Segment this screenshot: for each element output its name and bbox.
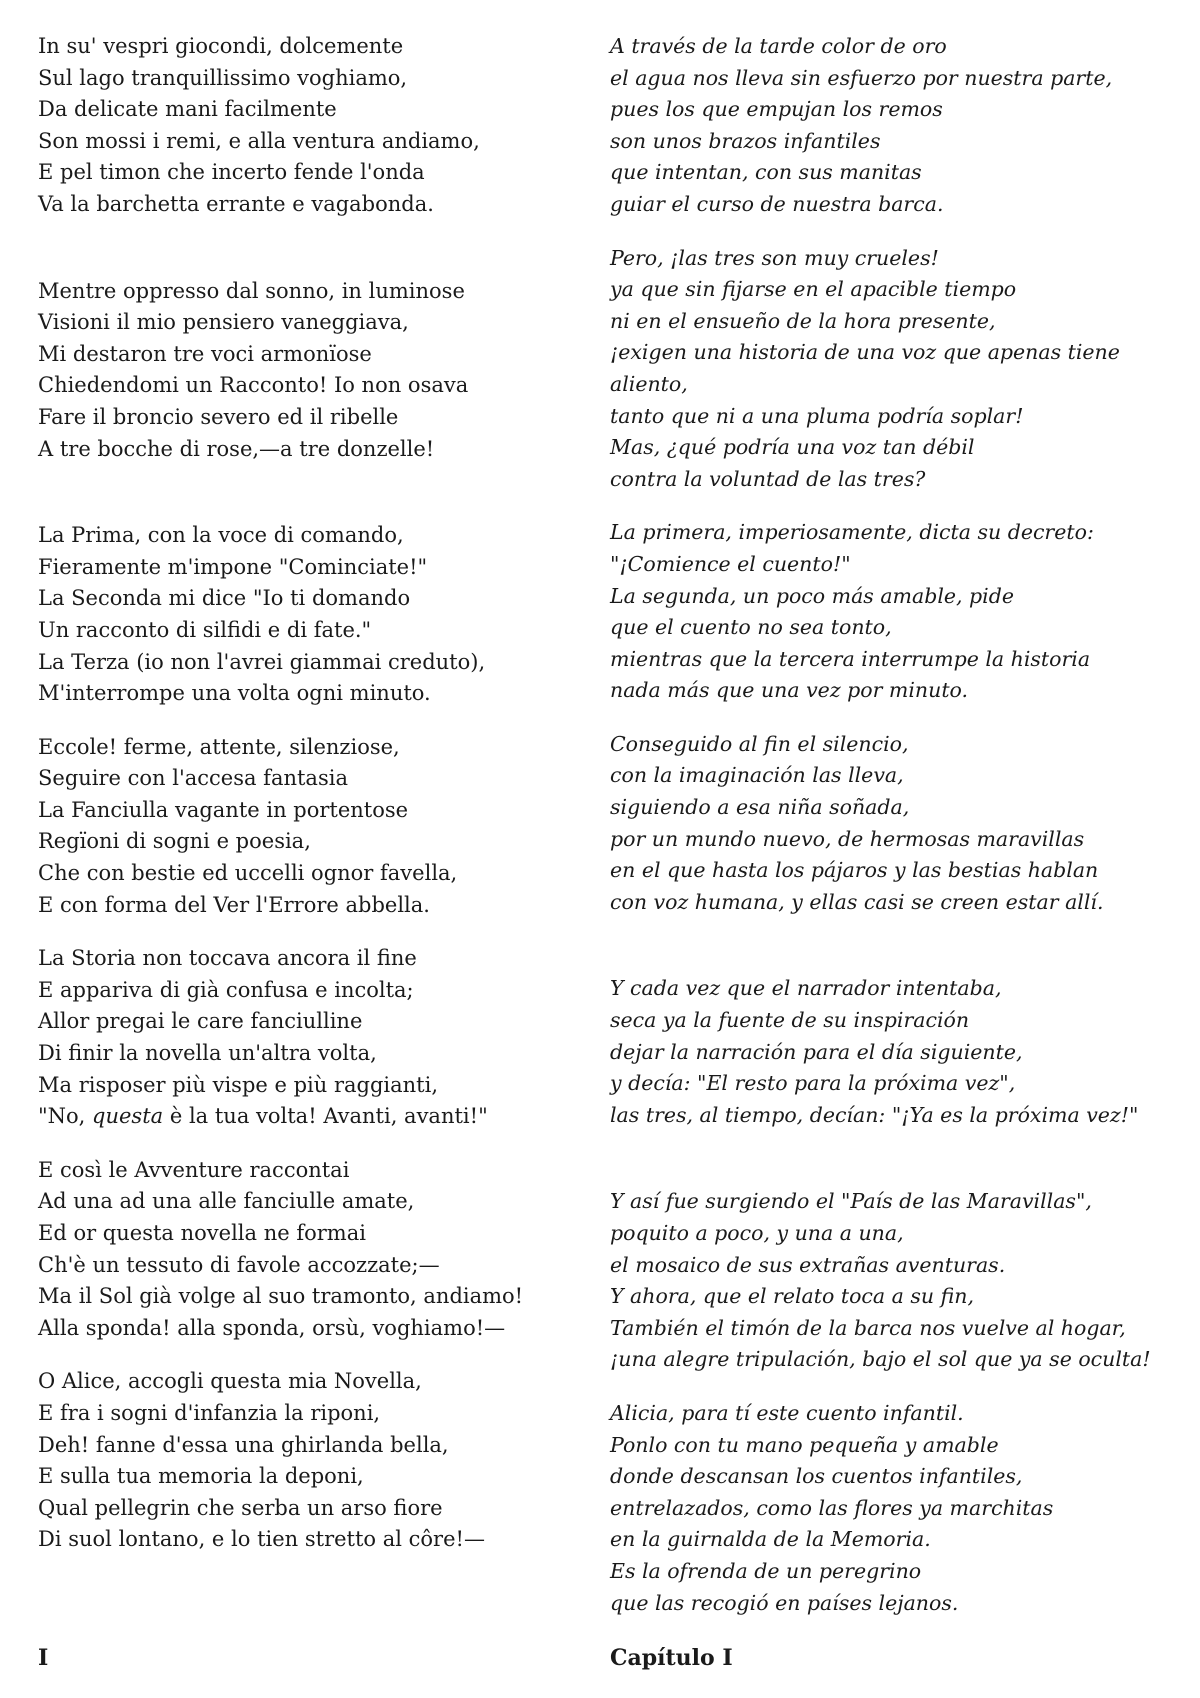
poem-line: Y cada vez que el narrador intentaba, bbox=[610, 976, 1002, 1001]
poem-line: Da delicate mani facilmente bbox=[38, 97, 337, 122]
poem-line: las tres, al tiempo, decían: "¡Ya es la próxima vez!" bbox=[610, 1102, 1139, 1127]
poem-line: Regïoni di sogni e poesia, bbox=[38, 829, 311, 854]
poem-line: que el cuento no sea tonto, bbox=[610, 615, 892, 640]
poem-line: Ma il Sol già volge al suo tramonto, andiamo! bbox=[38, 1284, 524, 1309]
poem-line: dejar la narración para el día siguiente, bbox=[610, 1039, 1023, 1064]
poem-line: Chiedendomi un Racconto! Io non osava bbox=[38, 373, 469, 398]
spanish-poem-column bbox=[610, 31, 1185, 1619]
poem-line: Fieramente m'impone "Cominciate!" bbox=[38, 554, 428, 579]
poem-line: guiar el curso de nuestra barca. bbox=[610, 191, 944, 216]
italian-poem-column bbox=[38, 31, 578, 1556]
stanza bbox=[38, 31, 578, 221]
poem-line: mientras que la tercera interrumpe la historia bbox=[610, 646, 1091, 671]
poem-line: Y así fue surgiendo el "País de las Maravillas", bbox=[610, 1189, 1092, 1214]
poem-line: E appariva di già confusa e incolta; bbox=[38, 977, 414, 1002]
poem-line: con voz humana, y ellas casi se creen estar allí. bbox=[610, 889, 1104, 914]
stanza bbox=[610, 517, 1185, 707]
poem-line: "¡Comience el cuento!" bbox=[610, 551, 851, 576]
stanza bbox=[610, 1398, 1185, 1619]
stanza bbox=[610, 31, 1185, 221]
poem-line: contra la voluntad de las tres? bbox=[610, 466, 926, 491]
poem-line: M'interrompe una volta ogni minuto. bbox=[38, 681, 431, 706]
poem-line: Va la barchetta errante e vagabonda. bbox=[38, 191, 434, 216]
poem-line: Allor pregai le care fanciulline bbox=[38, 1009, 363, 1034]
chapter-heading-spanish: Capítulo I bbox=[610, 1645, 733, 1671]
poem-line: La Seconda mi dice "Io ti domando bbox=[38, 586, 411, 611]
poem-line: Es la ofrenda de un peregrino bbox=[610, 1558, 922, 1583]
poem-line: Di finir la novella un'altra volta, bbox=[38, 1041, 377, 1066]
stanza bbox=[38, 520, 578, 710]
stanza bbox=[38, 1366, 578, 1556]
chapter-heading-italian: I bbox=[38, 1645, 49, 1671]
poem-line: Che con bestie ed uccelli ognor favella, bbox=[38, 861, 458, 886]
poem-line: tanto que ni a una pluma podría soplar! bbox=[610, 403, 1024, 428]
poem-line: seca ya la fuente de su inspiración bbox=[610, 1008, 970, 1033]
poem-line: E così le Avventure raccontai bbox=[38, 1157, 350, 1182]
poem-line: ¡exigen una historia de una voz que apenas tiene aliento, bbox=[610, 340, 1120, 396]
poem-line: que las recogió en países lejanos. bbox=[610, 1590, 959, 1615]
stanza bbox=[38, 276, 578, 466]
poem-line: que intentan, con sus manitas bbox=[610, 160, 922, 185]
poem-line: pues los que empujan los remos bbox=[610, 97, 943, 122]
poem-line: La Prima, con la voce di comando, bbox=[38, 523, 404, 548]
poem-line: ¡una alegre tripulación, bajo el sol que ya se oculta! bbox=[610, 1347, 1151, 1372]
poem-line: También el timón de la barca nos vuelve al hogar, bbox=[610, 1315, 1126, 1340]
stanza bbox=[610, 973, 1185, 1131]
poem-line: Y ahora, que el relato toca a su fin, bbox=[610, 1284, 975, 1309]
poem-line: siguiendo a esa niña soñada, bbox=[610, 795, 910, 820]
stanza bbox=[38, 943, 578, 1133]
poem-line: A través de la tarde color de oro bbox=[610, 34, 947, 58]
poem-line: La Fanciulla vagante in portentose bbox=[38, 797, 409, 822]
poem-line: In su' vespri giocondi, dolcemente bbox=[38, 34, 404, 58]
poem-line: E con forma del Ver l'Errore abbella. bbox=[38, 892, 430, 917]
poem-line: Son mossi i remi, e alla ventura andiamo, bbox=[38, 128, 480, 153]
poem-line: La Terza (io non l'avrei giammai creduto), bbox=[38, 649, 486, 674]
poem-line: Alicia, para tí este cuento infantil. bbox=[610, 1400, 964, 1425]
poem-line: Ad una ad una alle fanciulle amate, bbox=[38, 1189, 415, 1214]
poem-line: el mosaico de sus extrañas aventuras. bbox=[610, 1252, 1006, 1277]
poem-line: La segunda, un poco más amable, pide bbox=[610, 583, 1014, 608]
poem-line: poquito a poco, y una a una, bbox=[610, 1221, 904, 1245]
poem-line: Qual pellegrin che serba un arso fiore bbox=[38, 1495, 443, 1520]
poem-line: Un racconto di silfidi e di fate." bbox=[38, 617, 372, 642]
stanza bbox=[38, 1155, 578, 1345]
stanza bbox=[610, 1186, 1185, 1376]
poem-line: Ch'è un tessuto di favole accozzate;— bbox=[38, 1252, 440, 1277]
poem-line: en el que hasta los pájaros y las bestias hablan bbox=[610, 858, 1099, 883]
poem-line: Mas, ¿qué podría una voz tan débil bbox=[610, 435, 975, 460]
poem-line: Alla sponda! alla sponda, orsù, voghiamo!— bbox=[38, 1315, 506, 1340]
poem-line: en la guirnalda de la Memoria. bbox=[610, 1527, 931, 1552]
poem-line: Di suol lontano, e lo tien stretto al côre!— bbox=[38, 1527, 485, 1552]
poem-line: La Storia non toccava ancora il fine bbox=[38, 946, 417, 971]
poem-line: ni en el ensueño de la hora presente, bbox=[610, 308, 996, 333]
poem-line: Seguire con l'accesa fantasia bbox=[38, 766, 348, 791]
poem-line: Eccole! ferme, attente, silenziose, bbox=[38, 734, 400, 759]
poem-line: E pel timon che incerto fende l'onda bbox=[38, 160, 425, 185]
poem-line: donde descansan los cuentos infantiles, bbox=[610, 1464, 1023, 1489]
poem-line: La primera, imperiosamente, dicta su decreto: bbox=[610, 520, 1094, 545]
poem-line: Ed or questa novella ne formai bbox=[38, 1221, 366, 1245]
poem-line: E fra i sogni d'infanzia la riponi, bbox=[38, 1400, 381, 1425]
poem-line: Fare il broncio severo ed il ribelle bbox=[38, 404, 399, 429]
poem-line: Deh! fanne d'essa una ghirlanda bella, bbox=[38, 1432, 449, 1457]
poem-line: E sulla tua memoria la deponi, bbox=[38, 1464, 364, 1489]
poem-line: entrelazados, como las flores ya marchitas bbox=[610, 1495, 1054, 1520]
poem-line: Pero, ¡las tres son muy crueles! bbox=[610, 245, 939, 270]
poem-line: Mi destaron tre voci armonïose bbox=[38, 341, 372, 366]
poem-line: A tre bocche di rose,—a tre donzelle! bbox=[38, 436, 435, 461]
poem-line: Sul lago tranquillissimo voghiamo, bbox=[38, 65, 408, 90]
poem-line: Mentre oppresso dal sonno, in luminose bbox=[38, 278, 465, 303]
poem-line: son unos brazos infantiles bbox=[610, 128, 881, 153]
poem-line: Ponlo con tu mano pequeña y amable bbox=[610, 1432, 999, 1457]
stanza bbox=[610, 729, 1185, 919]
poem-line: O Alice, accogli questa mia Novella, bbox=[38, 1369, 422, 1394]
poem-line: y decía: "El resto para la próxima vez", bbox=[610, 1071, 1016, 1096]
poem-line: nada más que una vez por minuto. bbox=[610, 678, 969, 703]
stanza bbox=[38, 732, 578, 922]
poem-line: ya que sin fijarse en el apacible tiempo bbox=[610, 277, 1017, 302]
poem-line: Conseguido al fin el silencio, bbox=[610, 731, 909, 756]
poem-line: Ma risposer più vispe e più raggianti, bbox=[38, 1072, 438, 1097]
poem-line: "No, questa è la tua volta! Avanti, avanti!" bbox=[38, 1104, 488, 1129]
stanza bbox=[610, 243, 1185, 496]
poem-line: con la imaginación las lleva, bbox=[610, 763, 904, 788]
poem-line: el agua nos lleva sin esfuerzo por nuestra parte, bbox=[610, 65, 1113, 90]
poem-line: por un mundo nuevo, de hermosas maravillas bbox=[610, 826, 1085, 851]
poem-line: Visioni il mio pensiero vaneggiava, bbox=[38, 310, 409, 335]
